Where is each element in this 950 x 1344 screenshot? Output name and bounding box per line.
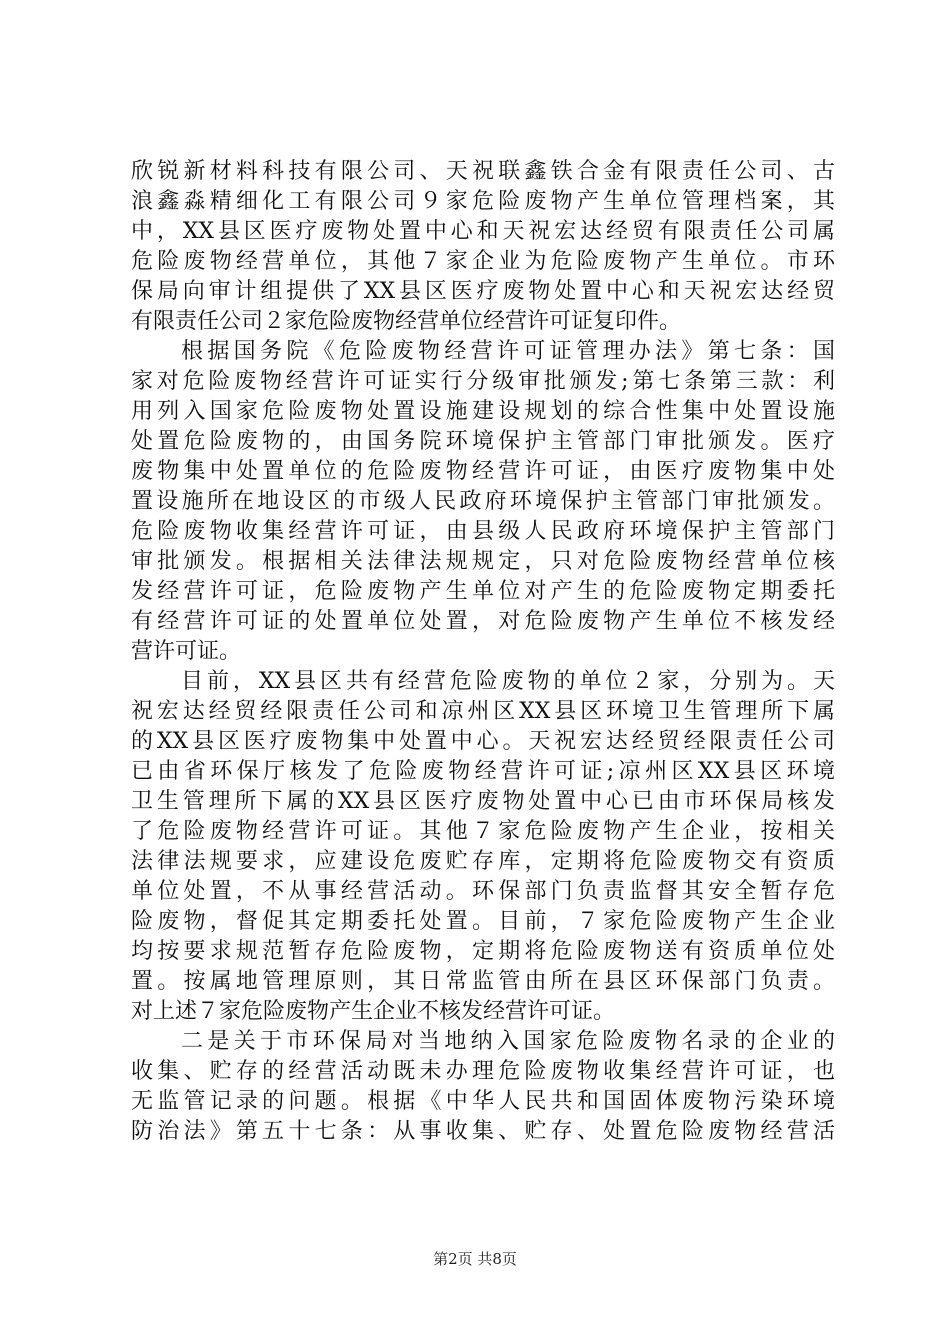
text-line: 的XX县区医疗废物集中处置中心。天祝宏达经贸经限责任公司	[131, 729, 835, 754]
text-line: 用列入国家危险废物处置设施建设规划的综合性集中处置设施	[131, 399, 835, 424]
text-line: 置设施所在地设区的市级人民政府环境保护主管部门审批颁发。	[131, 489, 835, 514]
text-line: 审批颁发。根据相关法律法规规定，只对危险废物经营单位核	[131, 549, 835, 574]
text-line: 危险废物经营单位，其他７家企业为危险废物产生单位。市环	[131, 249, 835, 274]
text-line: 已由省环保厅核发了危险废物经营许可证;凉州区XX县区环境	[131, 759, 835, 784]
text-line: 欣锐新材料科技有限公司、天祝联鑫铁合金有限责任公司、古	[131, 159, 835, 184]
text-line: 废物集中处置单位的危险废物经营许可证，由医疗废物集中处	[131, 459, 835, 484]
text-line: 均按要求规范暂存危险废物，定期将危险废物送有资质单位处	[131, 939, 835, 964]
text-line: 有经营许可证的处置单位处置，对危险废物产生单位不核发经	[131, 609, 835, 634]
text-line: 发经营许可证，危险废物产生单位对产生的危险废物定期委托	[131, 579, 835, 604]
text-line: 祝宏达经贸经限责任公司和凉州区XX县区环境卫生管理所下属	[131, 699, 835, 724]
text-line: 法律法规要求，应建设危废贮存库，定期将危险废物交有资质	[131, 849, 835, 874]
text-line: 收集、贮存的经营活动既未办理危险废物收集经营许可证，也	[131, 1059, 835, 1084]
text-line: 有限责任公司２家危险废物经营单位经营许可证复印件。	[131, 309, 682, 334]
page-footer: 第2页 共8页	[433, 1250, 517, 1268]
text-line: 目前，XX县区共有经营危险废物的单位２家，分别为。天	[181, 669, 835, 694]
text-line: 根据国务院《危险废物经营许可证管理办法》第七条：国	[181, 339, 835, 364]
paragraph	[131, 337, 835, 667]
text-line: 置。按属地管理原则，其日常监管由所在县区环保部门负责。	[131, 969, 835, 994]
text-line: 营许可证。	[131, 639, 242, 664]
text-line: 无监管记录的问题。根据《中华人民共和国固体废物污染环境	[131, 1089, 835, 1114]
paragraph	[131, 1027, 835, 1147]
text-line: 单位处置，不从事经营活动。环保部门负责监督其安全暂存危	[131, 879, 835, 904]
paragraph	[131, 157, 835, 337]
text-line: 处置危险废物的，由国务院环境保护主管部门审批颁发。医疗	[131, 429, 835, 454]
text-line: 防治法》第五十七条：从事收集、贮存、处置危险废物经营活	[131, 1119, 835, 1144]
text-line: 浪鑫淼精细化工有限公司９家危险废物产生单位管理档案，其	[131, 189, 835, 214]
text-line: 卫生管理所下属的XX县区医疗废物处置中心已由市环保局核发	[131, 789, 835, 814]
document-body	[131, 157, 835, 1147]
text-line: 二是关于市环保局对当地纳入国家危险废物名录的企业的	[181, 1029, 835, 1054]
text-line: 了危险废物经营许可证。其他７家危险废物产生企业，按相关	[131, 819, 835, 844]
text-line: 中，XX县区医疗废物处置中心和天祝宏达经贸有限责任公司属	[131, 219, 835, 244]
text-line: 家对危险废物经营许可证实行分级审批颁发;第七条第三款：利	[131, 369, 835, 394]
text-line: 危险废物收集经营许可证，由县级人民政府环境保护主管部门	[131, 519, 835, 544]
text-line: 对上述７家危险废物产生企业不核发经营许可证。	[131, 999, 616, 1024]
text-line: 保局向审计组提供了XX县区医疗废物处置中心和天祝宏达经贸	[131, 279, 835, 304]
text-line: 险废物，督促其定期委托处置。目前，７家危险废物产生企业	[131, 909, 835, 934]
paragraph	[131, 667, 835, 1027]
